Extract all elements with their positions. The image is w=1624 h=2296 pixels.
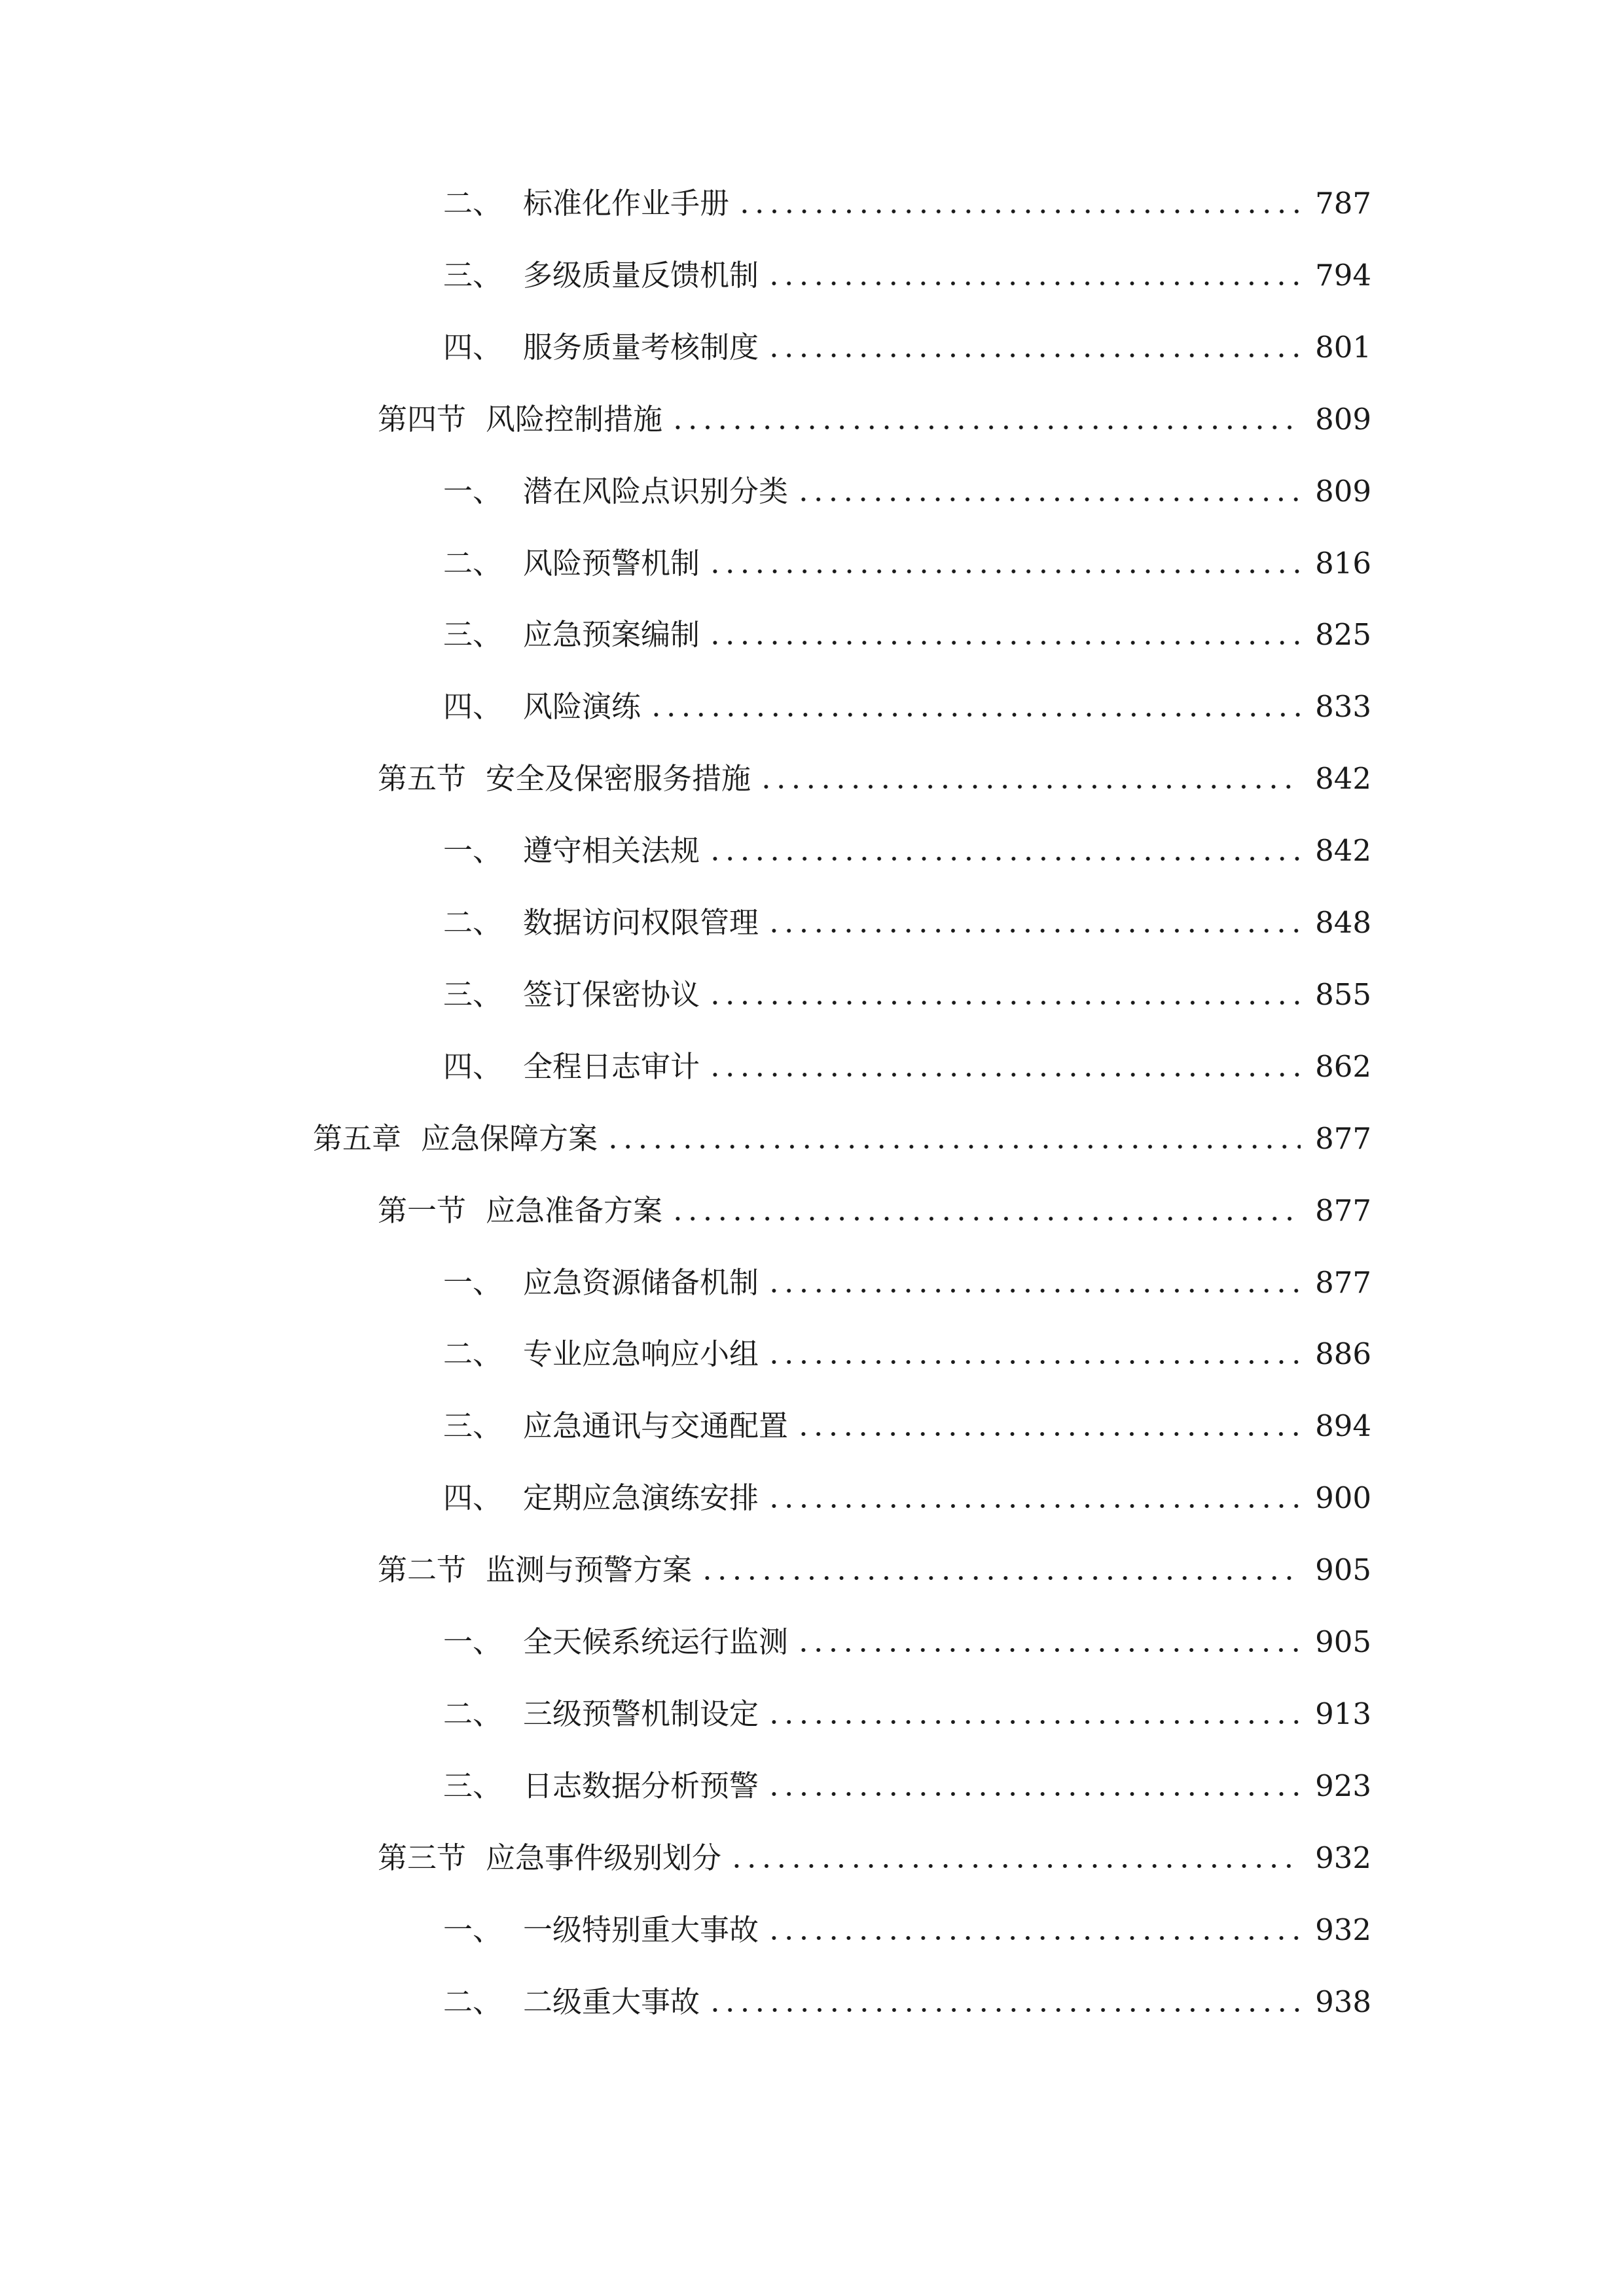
toc-entry[interactable] [443, 1472, 1371, 1524]
toc-entry-number: 一、 [443, 1624, 503, 1659]
toc-entry-number: 第三节 [378, 1840, 467, 1875]
toc-dot-leader [708, 1071, 1301, 1079]
toc-entry-title: 日志数据分析预警 [523, 1768, 759, 1803]
toc-entry[interactable] [443, 1616, 1371, 1668]
toc-entry-title: 应急预案编制 [523, 617, 700, 652]
toc-entry-number: 二、 [443, 1696, 503, 1731]
toc-entry[interactable] [443, 537, 1371, 590]
toc-entry-number: 四、 [443, 1480, 503, 1515]
toc-dot-leader [708, 855, 1301, 863]
toc-entry[interactable] [443, 249, 1371, 302]
toc-entry[interactable] [378, 393, 1371, 446]
toc-entry[interactable] [378, 1185, 1371, 1237]
toc-dot-leader [670, 423, 1301, 431]
toc-entry-title: 定期应急演练安排 [523, 1480, 759, 1515]
toc-dot-leader [649, 711, 1301, 719]
toc-dot-leader [708, 639, 1301, 647]
toc-entry-title: 遵守相关法规 [523, 833, 700, 868]
toc-page-number: 842 [1315, 833, 1371, 868]
toc-entry-title: 一级特别重大事故 [523, 1912, 759, 1947]
toc-page-number: 938 [1315, 1984, 1371, 2019]
toc-entry[interactable] [378, 753, 1371, 805]
toc-entry-title: 应急资源储备机制 [523, 1265, 759, 1300]
toc-entry-title: 多级质量反馈机制 [523, 258, 759, 293]
toc-entry[interactable] [443, 177, 1371, 230]
toc-entry-title: 数据访问权限管理 [523, 905, 759, 940]
toc-entry-title: 全天候系统运行监测 [523, 1624, 789, 1659]
toc-page-number: 877 [1315, 1265, 1371, 1300]
toc-dot-leader [796, 1430, 1301, 1438]
toc-entry-number: 一、 [443, 474, 503, 509]
toc-dot-leader [767, 1718, 1301, 1726]
toc-entry-title: 风险控制措施 [486, 402, 663, 437]
toc-entry-number: 第五节 [378, 761, 467, 796]
toc-entry[interactable] [443, 897, 1371, 949]
toc-page-number: 842 [1315, 761, 1371, 796]
toc-entry[interactable] [443, 1688, 1371, 1740]
toc-dot-leader [605, 1143, 1301, 1151]
toc-entry-number: 三、 [443, 977, 503, 1012]
toc-entry-number: 四、 [443, 689, 503, 724]
toc-dot-leader [796, 495, 1301, 503]
toc-page-number: 787 [1315, 186, 1371, 221]
toc-entry-number: 三、 [443, 617, 503, 652]
toc-page-number: 862 [1315, 1049, 1371, 1084]
toc-dot-leader [737, 207, 1301, 215]
toc-dot-leader [767, 351, 1301, 359]
toc-dot-leader [708, 2006, 1301, 2014]
toc-entry[interactable] [443, 609, 1371, 661]
toc-dot-leader [759, 783, 1301, 791]
toc-dot-leader [767, 1790, 1301, 1798]
toc-dot-leader [708, 567, 1301, 575]
toc-page-number: 825 [1315, 617, 1371, 652]
toc-entry[interactable] [443, 681, 1371, 733]
toc-dot-leader [708, 999, 1301, 1007]
toc-entry-title: 潜在风险点识别分类 [523, 474, 789, 509]
toc-entry-title: 应急事件级别划分 [486, 1840, 722, 1875]
toc-page-number: 886 [1315, 1336, 1371, 1371]
toc-entry-title: 全程日志审计 [523, 1049, 700, 1084]
toc-entry-title: 服务质量考核制度 [523, 330, 759, 365]
toc-entry-number: 二、 [443, 186, 503, 221]
toc-entry-number: 四、 [443, 330, 503, 365]
toc-entry[interactable] [443, 1904, 1371, 1956]
toc-entry-title: 标准化作业手册 [523, 186, 730, 221]
toc-entry[interactable] [443, 1760, 1371, 1812]
toc-entry-number: 四、 [443, 1049, 503, 1084]
toc-entry-number: 三、 [443, 1768, 503, 1803]
toc-dot-leader [767, 927, 1301, 935]
toc-entry-title: 风险演练 [523, 689, 641, 724]
toc-entry-title: 安全及保密服务措施 [486, 761, 751, 796]
toc-entry-title: 监测与预警方案 [486, 1552, 693, 1587]
toc-dot-leader [796, 1646, 1301, 1654]
toc-entry-number: 三、 [443, 258, 503, 293]
toc-entry-title: 应急通讯与交通配置 [523, 1408, 789, 1443]
toc-entry-number: 第二节 [378, 1552, 467, 1587]
toc-page-number: 932 [1315, 1840, 1371, 1875]
toc-page-number: 923 [1315, 1768, 1371, 1803]
toc-page-number: 848 [1315, 905, 1371, 940]
toc-entry-number: 二、 [443, 546, 503, 581]
toc-entry-number: 一、 [443, 1912, 503, 1947]
toc-page-number: 913 [1315, 1696, 1371, 1731]
toc-page-number: 833 [1315, 689, 1371, 724]
toc-page-number: 932 [1315, 1912, 1371, 1947]
toc-entry-number: 二、 [443, 905, 503, 940]
toc-entry[interactable] [443, 1257, 1371, 1309]
toc-entry[interactable] [378, 1832, 1371, 1884]
toc-entry[interactable] [313, 1113, 1371, 1165]
toc-page-number: 894 [1315, 1408, 1371, 1443]
toc-entry[interactable] [443, 825, 1371, 877]
toc-entry-title: 应急准备方案 [486, 1193, 663, 1228]
toc-entry-number: 第一节 [378, 1193, 467, 1228]
toc-entry-number: 一、 [443, 833, 503, 868]
toc-page-number: 794 [1315, 258, 1371, 293]
toc-page-number: 905 [1315, 1552, 1371, 1587]
toc-dot-leader [767, 1358, 1301, 1366]
toc-dot-leader [700, 1574, 1301, 1582]
toc-entry-number: 二、 [443, 1984, 503, 2019]
toc-entry-number: 第五章 [313, 1121, 402, 1156]
toc-entry-title: 三级预警机制设定 [523, 1696, 759, 1731]
toc-entry[interactable] [443, 321, 1371, 374]
toc-page-number: 816 [1315, 546, 1371, 581]
toc-entry[interactable] [443, 465, 1371, 518]
toc-page-number: 877 [1315, 1193, 1371, 1228]
toc-entry[interactable] [443, 1400, 1371, 1452]
toc-entry-title: 风险预警机制 [523, 546, 700, 581]
toc-dot-leader [729, 1862, 1301, 1870]
toc-entry-number: 二、 [443, 1336, 503, 1371]
toc-entry[interactable] [443, 969, 1371, 1021]
toc-dot-leader [670, 1215, 1301, 1223]
toc-entry[interactable] [443, 1041, 1371, 1093]
toc-entry-number: 第四节 [378, 402, 467, 437]
toc-page-number: 855 [1315, 977, 1371, 1012]
toc-page-number: 801 [1315, 330, 1371, 365]
toc-entry[interactable] [443, 1328, 1371, 1380]
toc-dot-leader [767, 279, 1301, 287]
toc-entry-title: 签订保密协议 [523, 977, 700, 1012]
toc-entry-number: 三、 [443, 1408, 503, 1443]
toc-dot-leader [767, 1934, 1301, 1942]
toc-dot-leader [767, 1287, 1301, 1295]
toc-entry-title: 专业应急响应小组 [523, 1336, 759, 1371]
toc-page-number: 809 [1315, 474, 1371, 509]
toc-entry[interactable] [443, 1976, 1371, 2028]
toc-dot-leader [767, 1502, 1301, 1510]
toc-entry-title: 二级重大事故 [523, 1984, 700, 2019]
toc-page-number: 905 [1315, 1624, 1371, 1659]
toc-entry-title: 应急保障方案 [421, 1121, 598, 1156]
toc-entry[interactable] [378, 1544, 1371, 1596]
toc-page-number: 877 [1315, 1121, 1371, 1156]
toc-entry-number: 一、 [443, 1265, 503, 1300]
toc-page-number: 809 [1315, 402, 1371, 437]
toc-page-number: 900 [1315, 1480, 1371, 1515]
